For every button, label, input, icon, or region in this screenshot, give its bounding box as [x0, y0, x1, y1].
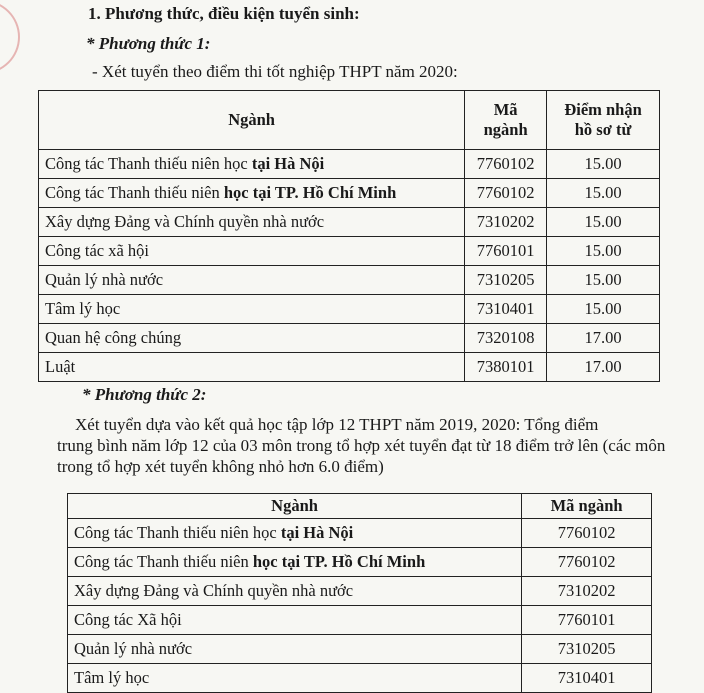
cell-major: Quản lý nhà nước	[68, 635, 522, 664]
cell-score: 15.00	[547, 150, 660, 179]
table-row	[39, 295, 660, 324]
cell-code: 7310202	[465, 208, 547, 237]
header-code: Mã ngành	[465, 91, 547, 150]
cell-code: 7310205	[522, 635, 652, 664]
table-row	[68, 606, 652, 635]
table-row	[39, 266, 660, 295]
cell-score: 15.00	[547, 179, 660, 208]
table-header-row	[39, 91, 660, 150]
cell-code: 7760102	[522, 548, 652, 577]
cell-code: 7760101	[465, 237, 547, 266]
cell-major: Xây dựng Đảng và Chính quyền nhà nước	[39, 208, 465, 237]
cell-major: Công tác Thanh thiếu niên học tại TP. Hồ Chí Minh	[39, 179, 465, 208]
cell-code: 7760102	[465, 179, 547, 208]
method-2-table	[67, 493, 652, 693]
table-row	[68, 664, 652, 693]
cell-code: 7760102	[522, 519, 652, 548]
method-2-description: Xét tuyển dựa vào kết quả học tập lớp 12 THPT năm 2019, 2020: Tổng điểm trung bình năm lớp 12 của 03 môn trong tổ hợp xét tuyển đạt từ 18 điểm trở lên (các môn trong tổ hợp xét tuyển không nhỏ hơn 6.0 điểm)	[57, 415, 666, 476]
cell-major: Quan hệ công chúng	[39, 324, 465, 353]
section-heading: 1. Phương thức, điều kiện tuyển sinh:	[88, 4, 360, 23]
table-row	[68, 577, 652, 606]
cell-code: 7320108	[465, 324, 547, 353]
table-row	[39, 179, 660, 208]
header-major: Ngành	[68, 494, 522, 519]
cell-code: 7760102	[465, 150, 547, 179]
cell-major: Luật	[39, 353, 465, 382]
method-2-title: * Phương thức 2:	[82, 385, 207, 404]
header-major: Ngành	[39, 91, 465, 150]
table-row	[39, 353, 660, 382]
table-row	[68, 635, 652, 664]
method-1-table	[38, 90, 660, 382]
cell-code: 7310401	[522, 664, 652, 693]
table-row	[68, 519, 652, 548]
cell-score: 15.00	[547, 237, 660, 266]
cell-score: 17.00	[547, 324, 660, 353]
cell-major: Công tác xã hội	[39, 237, 465, 266]
table-row	[39, 150, 660, 179]
table-row	[39, 237, 660, 266]
cell-code: 7310205	[465, 266, 547, 295]
cell-major: Công tác Xã hội	[68, 606, 522, 635]
cell-code: 7310401	[465, 295, 547, 324]
stamp-seal	[0, 0, 20, 74]
cell-major: Công tác Thanh thiếu niên học tại Hà Nội	[39, 150, 465, 179]
method-1-title: * Phương thức 1:	[86, 34, 211, 53]
cell-major: Tâm lý học	[39, 295, 465, 324]
table-header-row	[68, 494, 652, 519]
cell-score: 15.00	[547, 266, 660, 295]
cell-code: 7310202	[522, 577, 652, 606]
table-row	[39, 208, 660, 237]
cell-major: Công tác Thanh thiếu niên học tại Hà Nội	[68, 519, 522, 548]
cell-major: Công tác Thanh thiếu niên học tại TP. Hồ Chí Minh	[68, 548, 522, 577]
cell-code: 7760101	[522, 606, 652, 635]
table-row	[39, 324, 660, 353]
method-1-intro: - Xét tuyển theo điểm thi tốt nghiệp THPT năm 2020:	[92, 62, 458, 81]
cell-score: 17.00	[547, 353, 660, 382]
cell-major: Tâm lý học	[68, 664, 522, 693]
table-row	[68, 548, 652, 577]
header-code: Mã ngành	[522, 494, 652, 519]
cell-score: 15.00	[547, 208, 660, 237]
cell-code: 7380101	[465, 353, 547, 382]
cell-major: Xây dựng Đảng và Chính quyền nhà nước	[68, 577, 522, 606]
cell-major: Quản lý nhà nước	[39, 266, 465, 295]
header-score: Điểm nhận hồ sơ từ	[547, 91, 660, 150]
cell-score: 15.00	[547, 295, 660, 324]
